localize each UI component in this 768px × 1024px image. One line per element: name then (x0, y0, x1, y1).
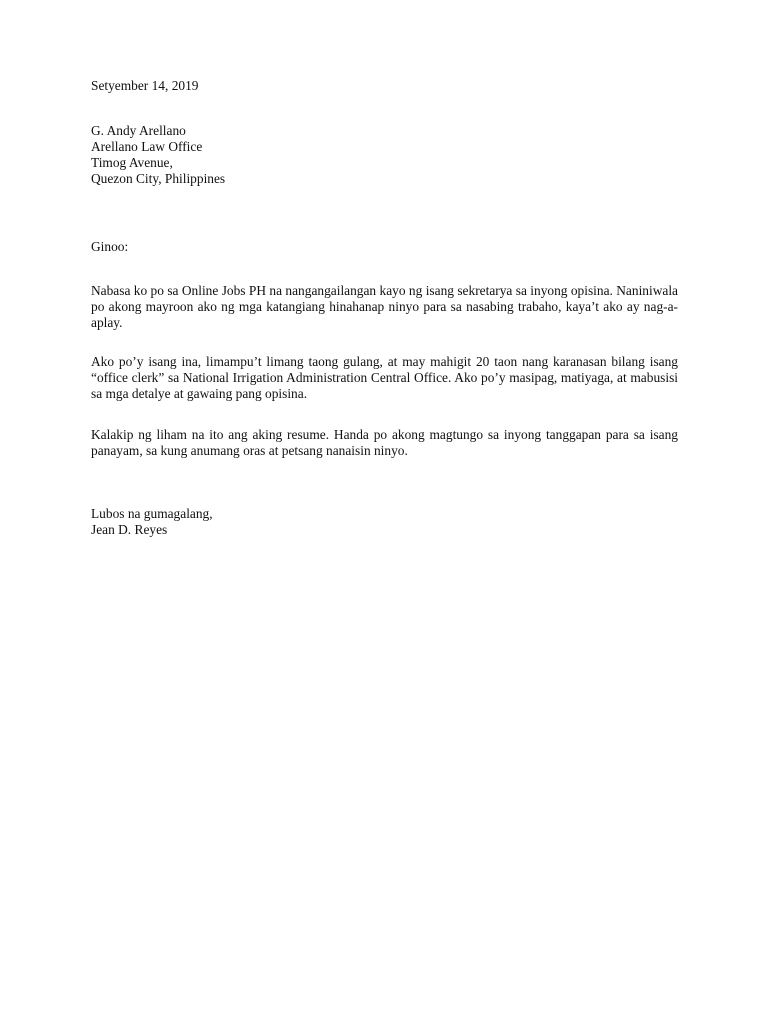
closing-block (91, 506, 678, 538)
body-paragraph-3: Kalakip ng liham na ito ang aking resume. Handa po akong magtungo sa inyong tanggapan para sa isang panayam, sa kung anumang oras at petsang nanaisin ninyo. (91, 427, 678, 458)
body-paragraph-2: Ako po’y isang ina, limampu’t limang taong gulang, at may mahigit 20 taon nang karanasan bilang isang “office clerk” sa National Irrigation Administration Central Office. Ako po’y masipag, matiyaga, at mabusisi sa mga detalye at gawaing pang opisina. (91, 354, 678, 401)
signature-name: Jean D. Reyes (91, 522, 168, 537)
body-paragraph-1: Nabasa ko po sa Online Jobs PH na nangangailangan kayo ng isang sekretarya sa inyong opisina. Naniniwala po akong mayroon ako ng mga katangiang hinahanap ninyo para sa nasabing trabaho, kaya’t ako ay nag-a-aplay. (91, 283, 678, 330)
recipient-name: G. Andy Arellano (91, 123, 186, 138)
recipient-address (91, 123, 678, 187)
closing-phrase: Lubos na gumagalang, (91, 506, 213, 521)
recipient-street: Timog Avenue, (91, 155, 173, 170)
cover-letter (91, 78, 678, 538)
recipient-city: Quezon City, Philippines (91, 171, 226, 186)
recipient-company: Arellano Law Office (91, 139, 203, 154)
salutation: Ginoo: (91, 239, 129, 254)
letter-date: Setyember 14, 2019 (91, 78, 199, 93)
